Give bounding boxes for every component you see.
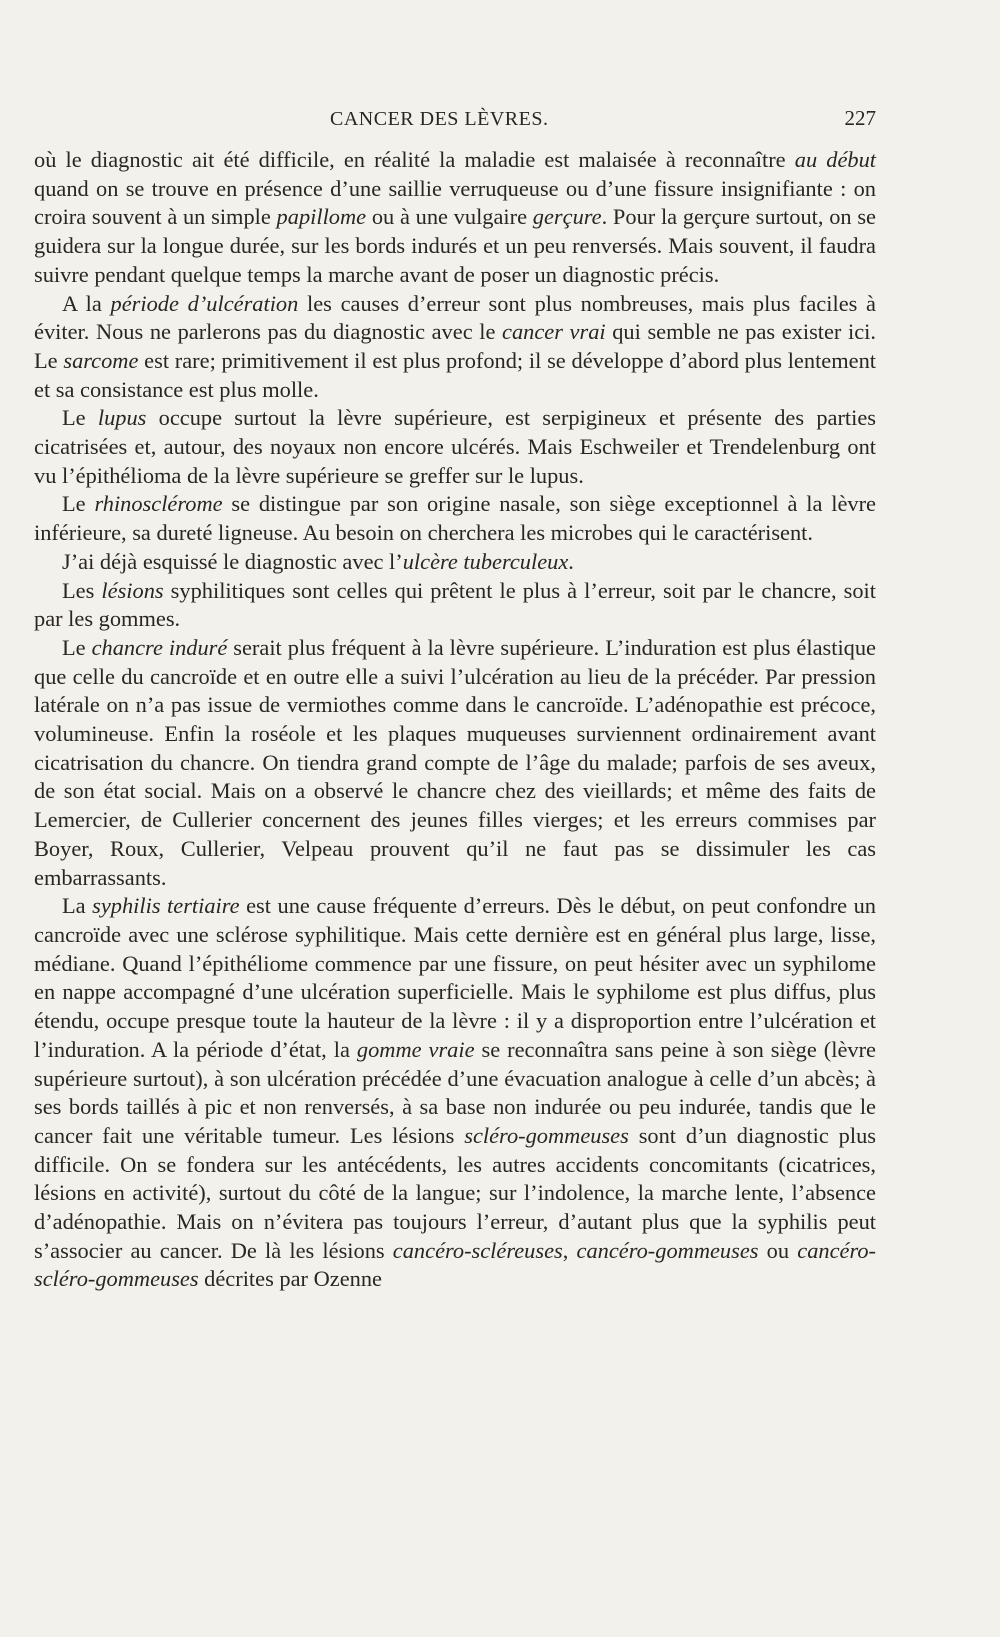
text-run: se reconnaîtra sans peine à son siège (lèvre supérieure surtout), à son ulcération précédée d’une évacuation analogue à celle d’un abcès; à ses bords taillés à pic et non renversés, à sa base non indurée ou peu indurée, tandis que le cancer fait une véritable tumeur. Les lésions bbox=[34, 1036, 876, 1148]
text-run: sont d’un diagnostic plus difficile. On se fondera sur les antécédents, les autres accidents concomitants (cicatrices, lésions en activité), surtout du côté de la langue; sur l’indolence, la marche lente, l’absence d’adénopathie. Mais on n’évitera pas toujours l’erreur, d’autant plus que la syphilis peut s’associer au cancer. De là les lésions bbox=[34, 1122, 877, 1263]
text-run: Le bbox=[62, 405, 98, 431]
paragraph bbox=[34, 548, 876, 577]
page-number: 227 bbox=[844, 106, 876, 130]
italic-term: lésions bbox=[101, 577, 164, 603]
text-run: quand on se trouve en présence d’une saillie verruqueuse ou d’une fissure insignifiante : on croira souvent à un simple bbox=[34, 175, 876, 230]
running-title: CANCER DES LÈVRES. bbox=[330, 108, 549, 130]
italic-term: période d’ulcération bbox=[110, 290, 299, 316]
italic-term: sarcome bbox=[63, 347, 139, 373]
text-run: serait plus fréquent à la lèvre supérieure. L’induration est plus élastique que celle du cancroïde et en outre elle a suivi l’ulcération au lieu de la précéder. Par pression latérale on n’a pas issue de vermiothes comme dans le cancroïde. L’adénopathie est précoce, volumineuse. Enfin la roséole et les plaques muqueuses surviennent ordinairement avant cicatrisation du chancre. On tiendra grand compte de l’âge du malade; parfois de ses aveux, de son état social. Mais on a observé le chancre chez des vieillards; et même des faits de Lemercier, de Cullerier concernent des jeunes filles vierges; et les erreurs commises par Boyer, Roux, Cullerier, Velpeau prouvent qu’il ne faut pas se dissimuler les cas embarrassants. bbox=[34, 634, 876, 890]
italic-term: cancer vrai bbox=[502, 319, 606, 345]
italic-term: chancre induré bbox=[91, 634, 228, 660]
italic-term: ulcère tuberculeux bbox=[402, 548, 569, 574]
text-run: est rare; primitivement il est plus profond; il se développe d’abord plus lentement et sa consistance est plus molle. bbox=[34, 347, 876, 402]
text-run: les causes d’erreur sont plus nombreuses, mais plus faciles à éviter. Nous ne parlerons pas du diagnostic avec le bbox=[34, 290, 876, 345]
paragraph bbox=[34, 892, 876, 1294]
text-run: A la bbox=[62, 290, 111, 316]
text-run: La bbox=[62, 893, 93, 919]
italic-term: papillome bbox=[276, 204, 367, 230]
text-run: Le bbox=[62, 491, 95, 517]
text-run: syphilitiques sont celles qui prêtent le plus à l’erreur, soit par le chancre, soit par les gommes. bbox=[34, 577, 876, 632]
text-run: Le bbox=[62, 634, 92, 660]
page-header bbox=[0, 108, 1000, 138]
text-run: décrites par Ozenne bbox=[198, 1266, 382, 1292]
body-text bbox=[34, 146, 876, 1294]
text-run: J’ai déjà esquissé le diagnostic avec l’ bbox=[62, 548, 403, 574]
paragraph bbox=[34, 404, 876, 490]
italic-term: lupus bbox=[97, 405, 147, 431]
text-run: Les bbox=[62, 577, 102, 603]
italic-term: gomme vraie bbox=[356, 1036, 475, 1062]
italic-term: scléro-gommeuses bbox=[464, 1122, 629, 1148]
italic-term: cancéro-scléreuses bbox=[392, 1237, 563, 1263]
paragraph bbox=[34, 146, 876, 290]
text-run: où le diagnostic ait été difficile, en réalité la maladie est malaisée à reconnaître bbox=[34, 147, 795, 172]
text-run: est une cause fréquente d’erreurs. Dès le début, on peut confondre un cancroïde avec une sclérose syphilitique. Mais cette dernière est en général plus large, lisse, médiane. Quand l’épithéliome commence par une fissure, on peut hésiter avec un syphilome en nappe accompagné d’une ulcération superficielle. Mais le syphilome est plus diffus, plus étendu, occupe presque toute la hauteur de la lèvre : il y a disproportion entre l’ulcération et l’induration. A la période d’état, la bbox=[34, 893, 876, 1062]
paragraph bbox=[34, 490, 876, 547]
italic-term: cancéro-gommeuses bbox=[576, 1237, 759, 1263]
text-run: se distingue par son origine nasale, son siège exceptionnel à la lèvre inférieure, sa dureté ligneuse. Au besoin on cherchera les microbes qui le caractérisent. bbox=[34, 491, 876, 546]
paragraph bbox=[34, 290, 876, 405]
paragraph bbox=[34, 577, 876, 634]
text-run: ou à une vulgaire bbox=[366, 204, 533, 230]
text-run: , bbox=[562, 1237, 577, 1263]
paragraph bbox=[34, 634, 876, 892]
text-run: . Pour la gerçure surtout, on se guidera sur la longue durée, sur les bords indurés et un peu renversés. Mais souvent, il faudra suivre pendant quelque temps la marche avant de poser un diagnostic précis. bbox=[34, 204, 876, 287]
text-run: occupe surtout la lèvre supérieure, est serpigineux et présente des parties cicatrisées et, autour, des noyaux non encore ulcérés. Mais Eschweiler et Trendelenburg ont vu l’épithélioma de la lèvre supérieure se greffer sur le lupus. bbox=[34, 405, 876, 488]
text-run: ou bbox=[758, 1237, 798, 1263]
italic-term: au début bbox=[794, 147, 877, 172]
italic-term: gerçure bbox=[532, 204, 602, 230]
italic-term: rhinosclérome bbox=[94, 491, 223, 517]
text-run: qui semble ne pas exister ici. Le bbox=[34, 319, 876, 373]
italic-term: syphilis tertiaire bbox=[92, 893, 240, 919]
italic-term: cancéro-scléro-gommeuses bbox=[34, 1237, 876, 1292]
text-run: . bbox=[568, 548, 574, 574]
